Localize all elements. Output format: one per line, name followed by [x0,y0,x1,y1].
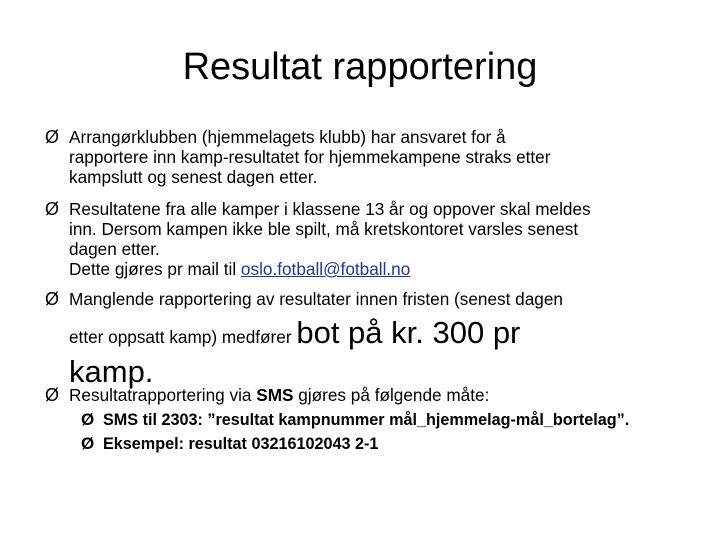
slide-title: Resultat rapportering [182,46,538,88]
email-link[interactable]: oslo.fotball@fotball.no [240,259,411,279]
sub-bullet-sms-format [81,410,703,430]
bullet-text-line: rapportere inn kamp-resultatet for hjemmekampene straks etter [69,147,551,167]
mail-prefix: Dette gjøres pr mail til [69,259,241,279]
bullet-penalty [45,289,699,390]
sms-prefix: Resultatrapportering via [69,385,257,405]
sms-suffix: gjøres på følgende måte: [293,385,490,405]
sub-bullet-text: Eksempel: resultat 03216102043 2-1 [103,435,379,453]
arrow-bullet-icon: Ø [45,289,60,309]
bullet-text-line: Resultatene fra alle kamper i klassene 13 år og oppover skal meldes [69,199,591,219]
arrow-bullet-icon: Ø [81,410,95,429]
bullet-text-line: inn. Dersom kampen ikke ble spilt, må kretskontoret varsles senest [69,219,579,239]
penalty-small-text: etter oppsatt kamp) medfører [69,327,297,347]
mail-line [69,259,699,279]
bullet-text-line: dagen etter. [69,239,160,259]
bullet-responsibility [45,127,699,187]
arrow-bullet-icon: Ø [45,199,60,219]
bullet-text-line: Arrangørklubben (hjemmelagets klubb) har ansvaret for å [69,127,506,147]
sub-bullet-text: SMS til 2303: ”resultat kampnummer mål_hjemmelag-mål_bortelag”. [103,411,630,429]
bullet-reporting-requirement [45,199,699,279]
sub-bullet-example [81,434,703,454]
sms-bold: SMS [256,385,294,405]
penalty-amount-text: bot på kr. 300 pr [296,315,521,350]
arrow-bullet-icon: Ø [81,434,95,453]
bullet-text-line [69,385,699,405]
bullet-sms-reporting [45,385,699,405]
arrow-bullet-icon: Ø [45,385,60,405]
bullet-text-line: kampslutt og senest dagen etter. [69,167,318,187]
penalty-line [69,316,699,354]
penalty-unit-text: kamp. [69,354,154,389]
arrow-bullet-icon: Ø [45,127,60,147]
bullet-text-line: Manglende rapportering av resultater innen fristen (senest dagen [69,289,563,309]
